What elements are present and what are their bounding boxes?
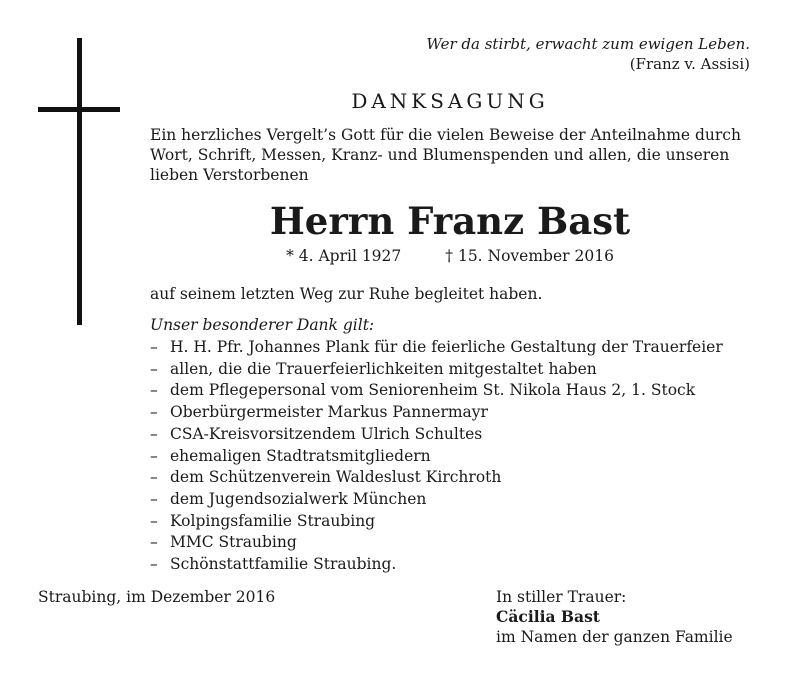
dash: – [150,359,158,378]
list-item-text: MMC Straubing [170,533,297,552]
list-item [150,380,770,402]
cross-icon [77,38,82,325]
list-item [150,337,770,359]
list-item [150,554,770,576]
list-item-text: CSA-Kreisvorsitzendem Ulrich Schultes [170,424,483,443]
place-date: Straubing, im Dezember 2016 [38,588,276,606]
list-item [150,424,770,446]
dash: – [150,511,158,530]
list-item [150,532,770,554]
dash: – [150,381,158,400]
birth-date: * 4. April 1927 [286,247,402,265]
dash: – [150,468,158,487]
list-item [150,489,770,511]
list-item [150,402,770,424]
death-date: † 15. November 2016 [445,247,614,265]
dash: – [150,424,158,443]
thanks-list [150,337,770,576]
dash: – [150,446,158,465]
list-item-text: dem Schützenverein Waldeslust Kirchroth [170,468,502,487]
mourners-intro: In stiller Trauer: [496,588,627,606]
motto-source: (Franz v. Assisi) [629,55,750,73]
dash: – [150,489,158,508]
mourners [496,587,733,647]
last-way-text: auf seinem letzten Weg zur Ruhe begleitet haben. [150,285,543,303]
list-item-text: Schönstattfamilie Straubing. [170,555,397,574]
list-item [150,359,770,381]
list-item [150,446,770,468]
cross-icon-beam [38,107,120,112]
life-dates [150,246,750,266]
intro-text: Ein herzliches Vergelt’s Gott für die vielen Beweise der Anteilnahme durch Wort, Schrift, Messen, Kranz- und Blumenspenden und allen, die unseren lieben Verstorbenen [150,126,741,184]
list-item [150,467,770,489]
motto-quote: Wer da stirbt, erwacht zum ewigen Leben. [426,35,750,53]
list-item-text: dem Jugendsozialwerk München [170,489,427,508]
heading: DANKSAGUNG [351,89,549,113]
mourners-family: im Namen der ganzen Familie [496,628,733,646]
list-item-text: H. H. Pfr. Johannes Plank für die feierliche Gestaltung der Trauerfeier [170,338,723,356]
motto [426,34,750,74]
deceased-name: Herrn Franz Bast [269,199,631,243]
list-item-text: Kolpingsfamilie Straubing [170,511,376,530]
dash: – [150,533,158,552]
dash: – [150,403,158,422]
list-item-text: dem Pflegepersonal vom Seniorenheim St. Nikola Haus 2, 1. Stock [170,381,696,400]
list-item [150,511,770,533]
dash: – [150,555,158,574]
thanks-title: Unser besonderer Dank gilt: [150,316,375,334]
list-item-text: Oberbürgermeister Markus Pannermayr [170,403,488,422]
dash: – [150,338,158,356]
list-item-text: ehemaligen Stadtratsmitgliedern [170,446,431,465]
mourner-name: Cäcilia Bast [496,607,600,626]
list-item-text: allen, die die Trauerfeierlichkeiten mitgestaltet haben [170,359,597,378]
